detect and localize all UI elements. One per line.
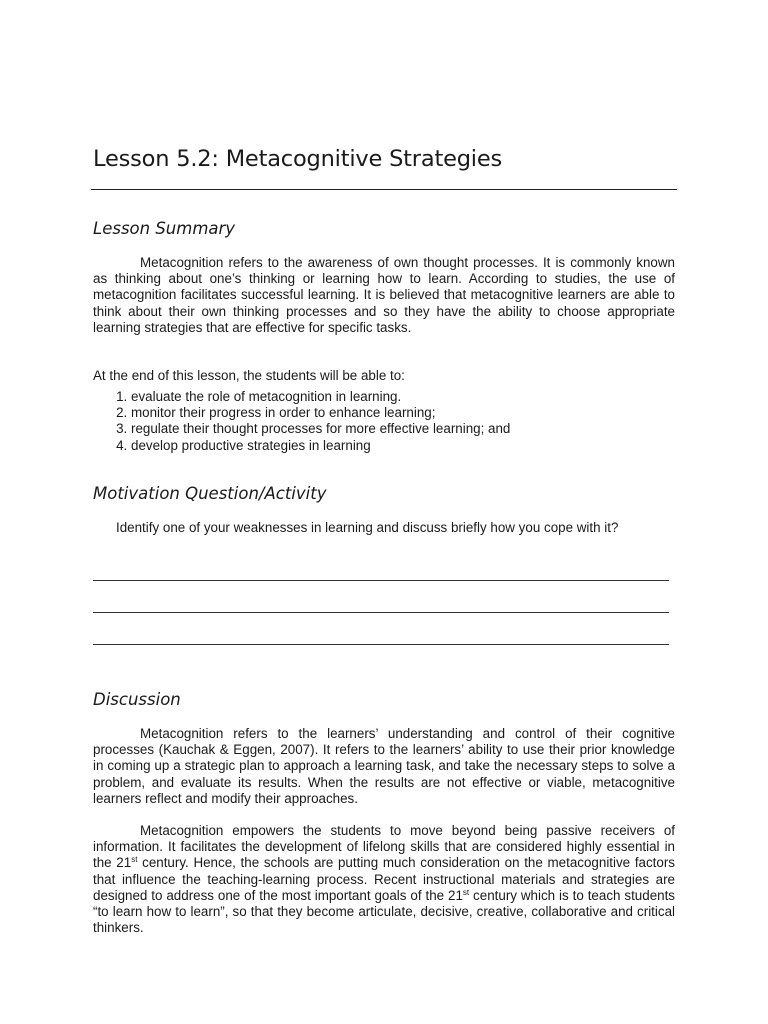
answer-line[interactable] bbox=[93, 644, 669, 645]
motivation-heading: Motivation Question/Activity bbox=[93, 484, 327, 503]
discussion-heading: Discussion bbox=[93, 690, 181, 709]
objective-item: 4. develop productive strategies in learning bbox=[131, 438, 510, 454]
objective-item: 2. monitor their progress in order to enhance learning; bbox=[131, 405, 510, 421]
motivation-question: Identify one of your weaknesses in learning and discuss briefly how you cope with it? bbox=[116, 520, 619, 535]
lesson-summary-paragraph: Metacognition refers to the awareness of own thought processes. It is commonly known as thinking about one’s thinking or learning how to learn. According to studies, the use of metacognition facilitates successful learning. It is believed that metacognitive learners are able to think about their own thinking processes and so they have the ability to choose appropriate learning strategies that are effective for specific tasks. bbox=[93, 255, 675, 335]
title-divider bbox=[91, 189, 677, 190]
discussion-paragraph-1: Metacognition refers to the learners’ understanding and control of their cognitive processes (Kauchak & Eggen, 2007). It refers to the learners’ ability to use their prior knowledge in coming up a strategic plan to approach a learning task, and take the necessary steps to solve a problem, and evaluate its results. When the results are not effective or viable, metacognitive learners reflect and modify their approaches. bbox=[93, 726, 675, 806]
objective-item: 1. evaluate the role of metacognition in learning. bbox=[131, 389, 510, 405]
discussion-paragraph-2: Metacognition empowers the students to move beyond being passive receivers of information. It facilitates the development of lifelong skills that are considered highly essential in the 21st century. Hence, the schools are putting much consideration on the metacognitive factors that influence the teaching-learning process. Recent instructional materials and strategies are designed to address one of the most important goals of the 21st century which is to teach students “to learn how to learn”, so that they become articulate, decisive, creative, collaborative and critical thinkers. bbox=[93, 823, 676, 936]
objectives-list bbox=[93, 389, 510, 454]
lesson-summary-heading: Lesson Summary bbox=[93, 219, 236, 238]
objectives-intro: At the end of this lesson, the students will be able to: bbox=[93, 368, 405, 383]
answer-line[interactable] bbox=[93, 612, 669, 613]
answer-line[interactable] bbox=[93, 580, 669, 581]
objective-item: 3. regulate their thought processes for more effective learning; and bbox=[131, 421, 510, 437]
page-title: Lesson 5.2: Metacognitive Strategies bbox=[93, 146, 503, 172]
